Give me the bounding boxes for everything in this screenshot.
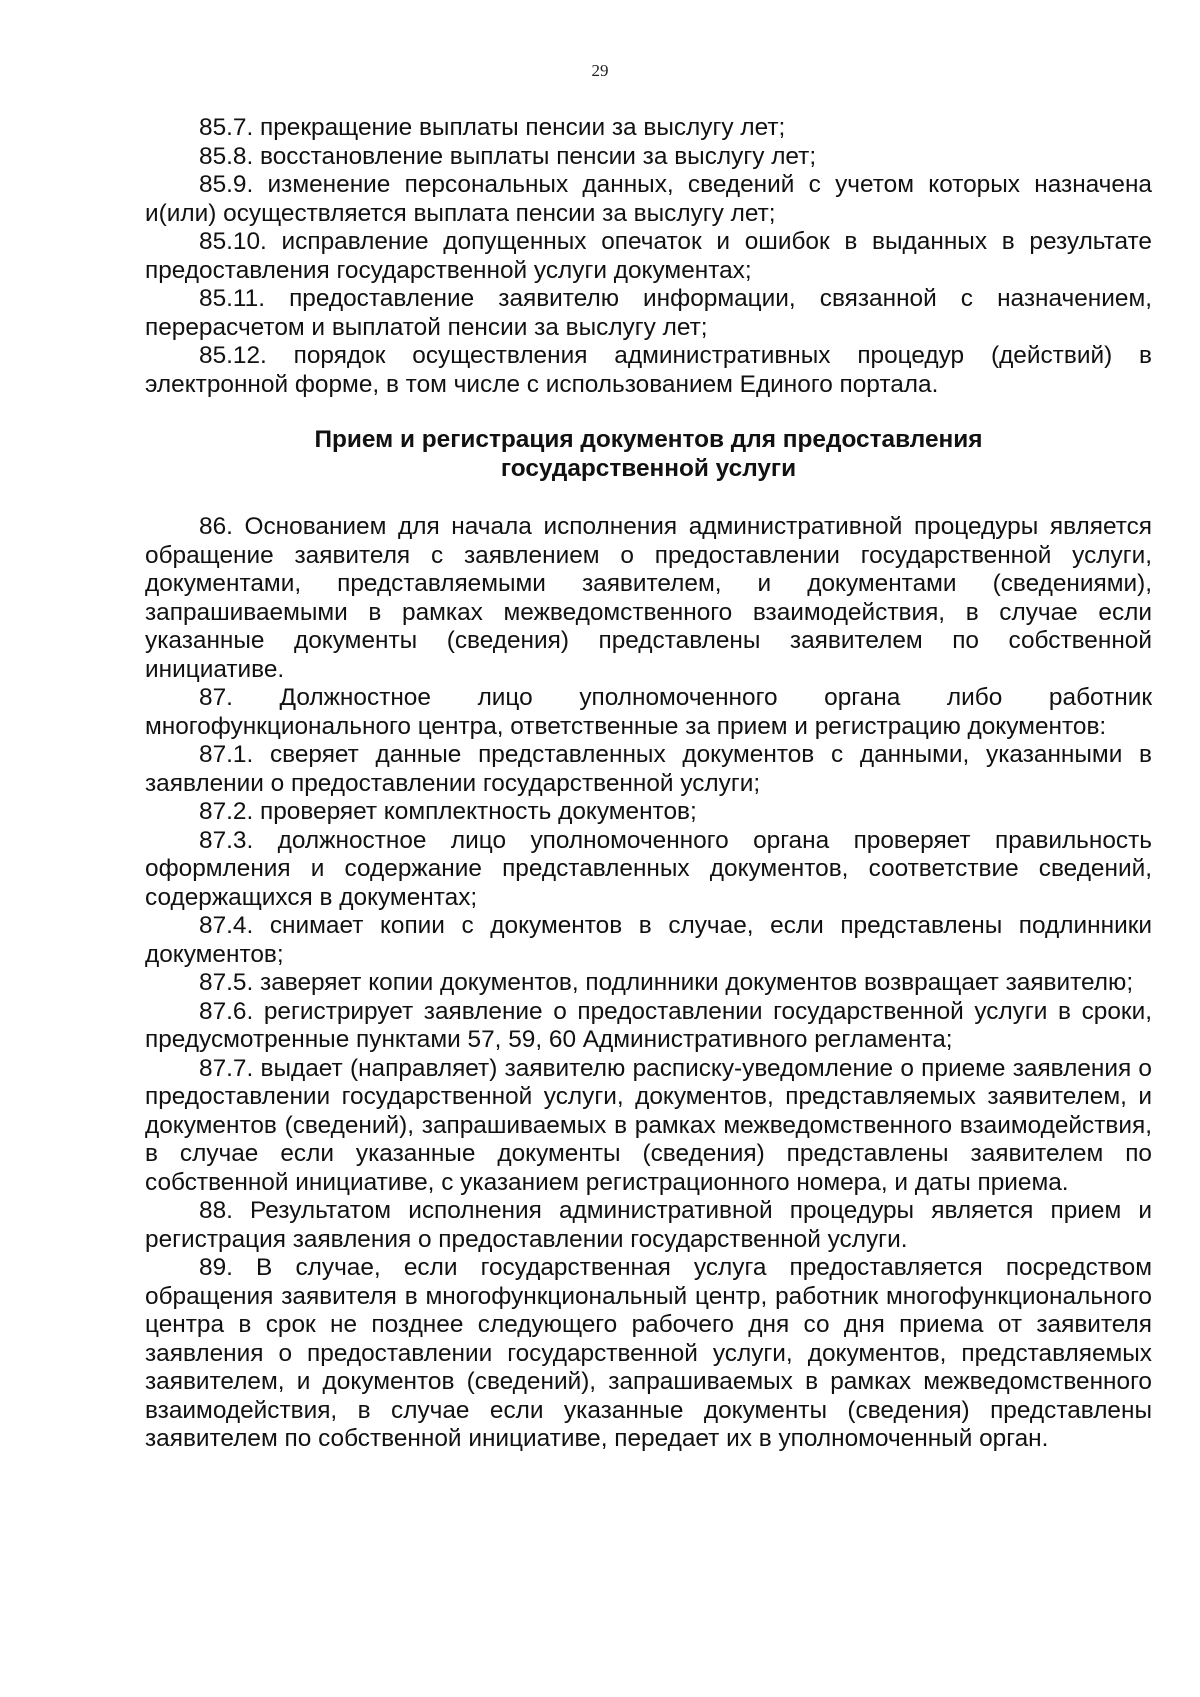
paragraph-89: 89. В случае, если государственная услуга предоставляется посредством обращения заявителя в многофункциональный центр, работник многофункционального центра в срок не позднее следующего рабочего дня со дня приема от заявителя заявления о предоставлении государственной услуги, документов, представляемых заявителем, и документов (сведений), запрашиваемых в рамках межведомственного взаимодействия, в случае если указанные документы (сведения) представлены заявителем по собственной инициативе, передает их в уполномоченный орган. (145, 1254, 1152, 1452)
page-number: 29 (591, 61, 609, 80)
section-heading (145, 426, 1152, 483)
document-body (145, 114, 1152, 1454)
paragraph-87-2: 87.2. проверяет комплектность документов; (199, 798, 697, 825)
paragraph-85-11: 85.11. предоставление заявителю информации, связанной с назначением, перерасчетом и выплатой пенсии за выслугу лет; (145, 285, 1152, 341)
paragraph-87: 87. Должностное лицо уполномоченного органа либо работник многофункционального центра, ответственные за прием и регистрацию документов: (145, 684, 1152, 740)
paragraph-86: 86. Основанием для начала исполнения административной процедуры является обращение заявителя с заявлением о предоставлении государственной услуги, документами, представляемыми заявителем, и документами (сведениями), запрашиваемыми в рамках межведомственного взаимодействия, в случае если указанные документы (сведения) представлены заявителем по собственной инициативе. (145, 513, 1152, 683)
paragraph-85-8: 85.8. восстановление выплаты пенсии за выслугу лет; (199, 142, 817, 170)
paragraph-85-7: 85.7. прекращение выплаты пенсии за выслугу лет; (199, 114, 786, 141)
paragraph-87-5: 87.5. заверяет копии документов, подлинники документов возвращает заявителю; (199, 969, 1134, 996)
paragraph-85-10: 85.10. исправление допущенных опечаток и ошибок в выданных в результате предоставления государственной услуги документах; (145, 228, 1152, 284)
paragraph-85-9: 85.9. изменение персональных данных, сведений с учетом которых назначена и(или) осуществляется выплата пенсии за выслугу лет; (145, 171, 1152, 227)
paragraph-87-3: 87.3. должностное лицо уполномоченного органа проверяет правильность оформления и содержание представленных документов, соответствие сведений, содержащихся в документах; (145, 826, 1152, 911)
paragraph-87-7: 87.7. выдает (направляет) заявителю расписку-уведомление о приеме заявления о предоставлении государственной услуги, документов, представляемых заявителем, и документов (сведений), запрашиваемых в рамках межведомственного взаимодействия, в случае если указанные документы (сведения) представлены заявителем по собственной инициативе, с указанием регистрационного номера, и даты приема. (145, 1054, 1152, 1196)
paragraph-85-12: 85.12. порядок осуществления административных процедур (действий) в электронной форме, в том числе с использованием Единого портала. (145, 342, 1152, 398)
section-2 (145, 513, 1152, 1454)
paragraph-87-1: 87.1. сверяет данные представленных документов с данными, указанными в заявлении о предоставлении государственной услуги; (145, 741, 1152, 797)
paragraph-87-4: 87.4. снимает копии с документов в случае, если представлены подлинники документов; (145, 912, 1152, 968)
section-heading-line-1: Прием и регистрация документов для предоставления (314, 426, 983, 453)
paragraph-87-6: 87.6. регистрирует заявление о предоставлении государственной услуги в сроки, предусмотренные пунктами 57, 59, 60 Административного регламента; (145, 997, 1152, 1053)
section-1 (145, 114, 1152, 399)
section-heading-line-2: государственной услуги (500, 454, 797, 482)
paragraph-88: 88. Результатом исполнения административной процедуры является прием и регистрация заявления о предоставлении государственной услуги. (145, 1197, 1152, 1253)
